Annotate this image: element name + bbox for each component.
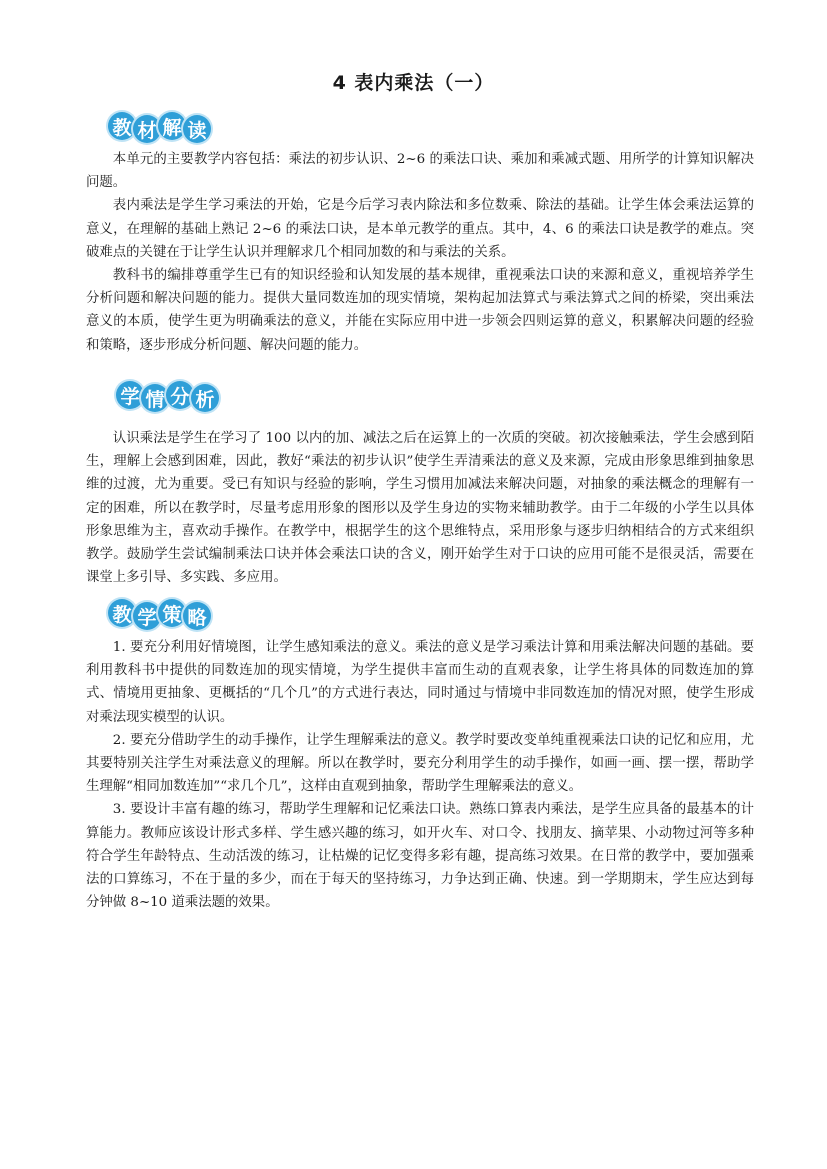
heading-char: 读: [183, 115, 211, 143]
paragraph: 表内乘法是学生学习乘法的开始，它是今后学习表内除法和多位数乘、除法的基础。让学生体会乘法运算的意义，在理解的基础上熟记 2~6 的乘法口诀，是本单元教学的重点。其中，4、6 的乘法口诀是教学的难点。突破难点的关键在于让学生认识并理解求几个相同加数的和与乘法的关系。: [86, 198, 754, 260]
heading-char: 学: [133, 602, 161, 630]
paragraph: 1. 要充分利用好情境图，让学生感知乘法的意义。乘法的意义是学习乘法计算和用乘法解决问题的基础。要利用教科书中提供的同数连加的现实情境，为学生提供丰富而生动的直观表象，让学生将具体的同数连加的算式、情境用更抽象、更概括的“几个几”的方式进行表达，同时通过与情境中非同数连加的情况对照，使学生形成对乘法现实模型的认识。: [86, 640, 754, 725]
paragraph: 认识乘法是学生在学习了 100 以内的加、减法之后在运算上的一次质的突破。初次接触乘法，学生会感到陌生，理解上会感到困难，因此，教好“乘法的初步认识”使学生弄清乘法的意义及来源，完成由形象思维到抽象思维的过渡，尤为重要。受已有知识与经验的影响，学生习惯用加减法来解决问题，对抽象的乘法概念的理解有一定的困难，所以在教学时，尽量考虑用形象的图形以及学生身边的实物来辅助教学。由于二年级的小学生以具体形象思维为主，喜欢动手操作。在教学中，根据学生的这个思维特点，采用形象与逐步归纳相结合的方式来组织教学。鼓励学生尝试编制乘法口诀并体会乘法口诀的含义，刚开始学生对于口诀的应用可能不是很灵活，需要在课堂上多引导、多实践、多应用。: [86, 431, 754, 586]
paragraph: 2. 要充分借助学生的动手操作，让学生理解乘法的意义。教学时要改变单纯重视乘法口诀的记忆和应用，尤其要特别关注学生对乘法意义的理解。所以在教学时，要充分利用学生的动手操作，如画一画、摆一摆，帮助学生理解“相同加数连加”“求几个几”，这样由直观到抽象，帮助学生理解乘法的意义。: [86, 732, 754, 795]
section-body-learning-analysis: [86, 427, 754, 589]
heading-char: 情: [141, 384, 169, 412]
section-body-textbook-interpretation: [86, 148, 754, 357]
section-heading-learning-analysis: [116, 379, 216, 413]
section-body-teaching-strategy: [86, 636, 754, 914]
heading-char: 教: [108, 599, 136, 627]
paragraph: 本单元的主要教学内容包括：乘法的初步认识、2~6 的乘法口诀、乘加和乘减式题、用所学的计算知识解决问题。: [86, 152, 754, 191]
heading-char: 教: [108, 112, 136, 140]
page-title: 4 表内乘法（一）: [332, 72, 495, 94]
heading-char: 析: [191, 384, 219, 412]
paragraph: 3. 要设计丰富有趣的练习，帮助学生理解和记忆乘法口诀。熟练口算表内乘法，是学生应具备的最基本的计算能力。教师应该设计形式多样、学生感兴趣的练习，如开火车、对口令、找朋友、摘苹果、小动物过河等多种符合学生年龄特点、生动活泼的练习，让枯燥的记忆变得多彩有趣，提高练习效果。在日常的教学中，要加强乘法的口算练习，不在于量的多少，而在于每天的坚持练习，力争达到正确、快速。到一学期期末，学生应达到每分钟做 8~10 道乘法题的效果。: [86, 802, 754, 911]
paragraph: 教科书的编排尊重学生已有的知识经验和认知发展的基本规律，重视乘法口诀的来源和意义，重视培养学生分析问题和解决问题的能力。提供大量同数连加的现实情境，架构起加法算式与乘法算式之间的桥梁，突出乘法意义的本质，使学生更为明确乘法的意义，并能在实际应用中进一步领会四则运算的意义，积累解决问题的经验和策略，逐步形成分析问题、解决问题的能力。: [86, 268, 754, 353]
heading-char: 解: [158, 112, 186, 140]
heading-char: 分: [166, 381, 194, 409]
heading-char: 材: [133, 115, 161, 143]
section-heading-textbook-interpretation: [108, 110, 208, 144]
heading-char: 略: [183, 602, 211, 630]
heading-char: 策: [158, 599, 186, 627]
section-heading-teaching-strategy: [108, 597, 208, 631]
heading-char: 学: [116, 381, 144, 409]
